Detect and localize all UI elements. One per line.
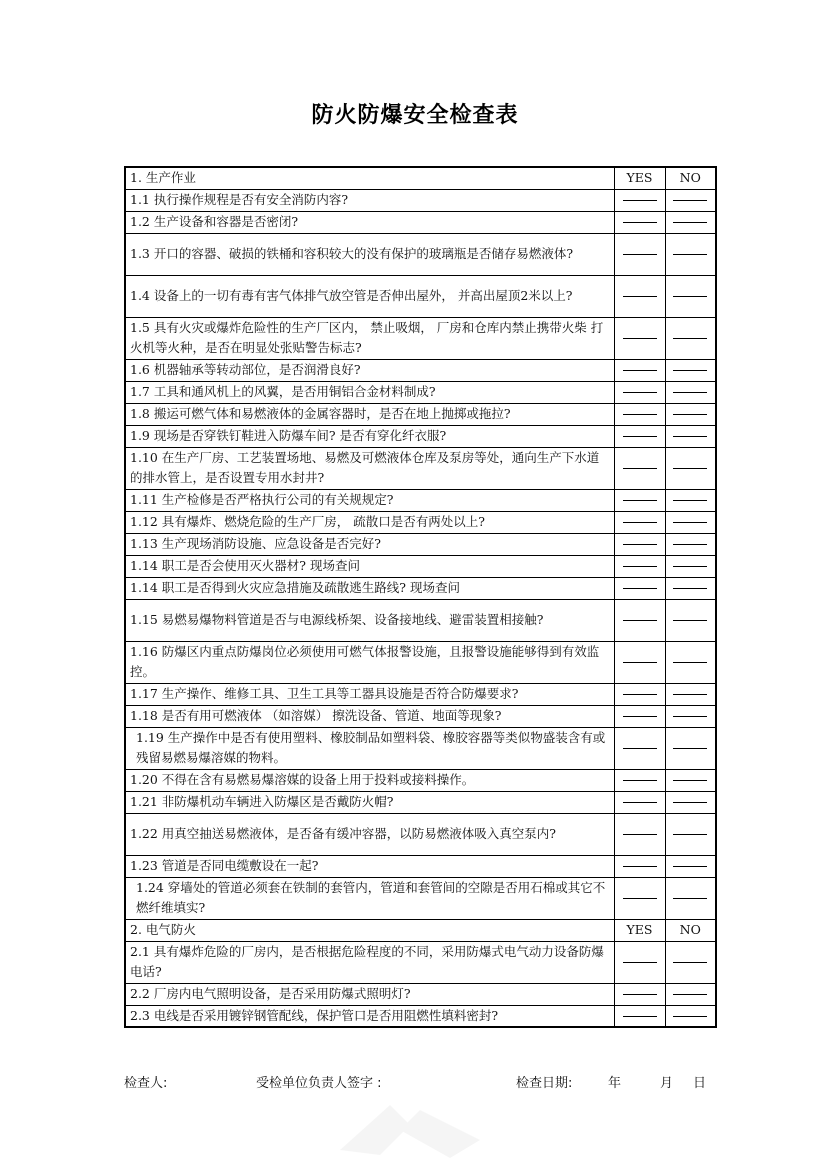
answer-underline (673, 897, 707, 899)
yes-answer-blank[interactable] (614, 705, 665, 727)
yes-answer-blank[interactable] (614, 489, 665, 511)
answer-underline (623, 833, 657, 835)
yes-answer-blank[interactable] (614, 683, 665, 705)
answer-underline (673, 779, 707, 781)
date-year: 年 (608, 1076, 622, 1091)
answer-underline (673, 369, 707, 371)
no-answer-blank[interactable] (665, 555, 716, 577)
yes-answer-blank[interactable] (614, 447, 665, 489)
checklist-item-row (125, 533, 716, 555)
yes-answer-blank[interactable] (614, 855, 665, 877)
yes-answer-blank[interactable] (614, 275, 665, 317)
answer-underline (673, 801, 707, 803)
checklist-item-row (125, 577, 716, 599)
section-title: 2. 电气防火 (125, 919, 614, 941)
section-title: 1. 生产作业 (125, 167, 614, 189)
no-answer-blank[interactable] (665, 941, 716, 983)
no-answer-blank[interactable] (665, 813, 716, 855)
no-answer-blank[interactable] (665, 275, 716, 317)
checklist-item-row (125, 683, 716, 705)
answer-underline (673, 747, 707, 749)
answer-underline (623, 521, 657, 523)
no-answer-blank[interactable] (665, 403, 716, 425)
checklist-question: 1.13 生产现场消防设施、应急设备是否完好? (125, 533, 614, 555)
no-answer-blank[interactable] (665, 705, 716, 727)
no-answer-blank[interactable] (665, 877, 716, 919)
checklist-question: 1.19 生产操作中是否有使用塑料、橡胶制品如塑料袋、橡胶容器等类似物盛装含有或残留易燃易爆溶媒的物料。 (125, 727, 614, 769)
checklist-question: 1.20 不得在含有易燃易爆溶媒的设备上用于投料或接料操作。 (125, 769, 614, 791)
answer-underline (673, 521, 707, 523)
checklist-question: 2.3 电线是否采用镀锌钢管配线，保护管口是否用阻燃性填料密封? (125, 1005, 614, 1027)
checklist-item-row (125, 275, 716, 317)
answer-underline (623, 619, 657, 621)
answer-underline (673, 565, 707, 567)
checklist-item-row (125, 317, 716, 359)
answer-underline (623, 467, 657, 469)
no-answer-blank[interactable] (665, 855, 716, 877)
answer-underline (623, 413, 657, 415)
answer-underline (623, 295, 657, 297)
no-answer-blank[interactable] (665, 233, 716, 275)
answer-underline (673, 391, 707, 393)
no-answer-blank[interactable] (665, 317, 716, 359)
date-label: 检查日期: (516, 1076, 573, 1091)
checklist-question: 1.21 非防爆机动车辆进入防爆区是否戴防火帽? (125, 791, 614, 813)
checklist-item-row (125, 877, 716, 919)
checklist-question: 1.16 防爆区内重点防爆岗位必须使用可燃气体报警设施，且报警设施能够得到有效监控。 (125, 641, 614, 683)
yes-answer-blank[interactable] (614, 1005, 665, 1027)
checklist-question: 1.2 生产设备和容器是否密闭? (125, 211, 614, 233)
checklist-question: 1.4 设备上的一切有毒有害气体排气放空管是否伸出屋外， 并高出屋顶2米以上? (125, 275, 614, 317)
yes-answer-blank[interactable] (614, 317, 665, 359)
yes-answer-blank[interactable] (614, 211, 665, 233)
answer-underline (623, 543, 657, 545)
checklist-question: 1.22 用真空抽送易燃液体，是否备有缓冲容器，以防易燃液体吸入真空泵内? (125, 813, 614, 855)
no-column-header: NO (665, 919, 716, 941)
answer-underline (623, 961, 657, 963)
checklist-item-row (125, 941, 716, 983)
answer-underline (673, 253, 707, 255)
no-answer-blank[interactable] (665, 533, 716, 555)
yes-answer-blank[interactable] (614, 641, 665, 683)
date-month: 月 (660, 1076, 674, 1091)
answer-underline (623, 391, 657, 393)
answer-underline (673, 435, 707, 437)
answer-underline (673, 413, 707, 415)
answer-underline (673, 543, 707, 545)
checklist-item-row (125, 403, 716, 425)
no-answer-blank[interactable] (665, 359, 716, 381)
checklist-item-row (125, 447, 716, 489)
checklist-item-row (125, 555, 716, 577)
answer-underline (673, 715, 707, 717)
answer-underline (623, 897, 657, 899)
answer-underline (623, 199, 657, 201)
yes-answer-blank[interactable] (614, 555, 665, 577)
yes-answer-blank[interactable] (614, 983, 665, 1005)
signer-label: 受检单位负责人签字 : (256, 1076, 382, 1091)
no-answer-blank[interactable] (665, 641, 716, 683)
answer-underline (673, 467, 707, 469)
no-answer-blank[interactable] (665, 791, 716, 813)
checklist-item-row (125, 599, 716, 641)
checklist-item-row (125, 791, 716, 813)
yes-answer-blank[interactable] (614, 403, 665, 425)
checklist-question: 1.24 穿墙处的管道必须套在铁制的套管内，管道和套管间的空隙是否用石棉或其它不燃纤维填实? (125, 877, 614, 919)
no-answer-blank[interactable] (665, 211, 716, 233)
answer-underline (623, 715, 657, 717)
answer-underline (623, 1015, 657, 1017)
answer-underline (673, 199, 707, 201)
checklist-item-row (125, 813, 716, 855)
no-answer-blank[interactable] (665, 189, 716, 211)
checklist-question: 1.12 具有爆炸、燃烧危险的生产厂房， 疏散口是否有两处以上? (125, 511, 614, 533)
checklist-item-row (125, 425, 716, 447)
answer-underline (673, 833, 707, 835)
checklist-item-row (125, 1005, 716, 1027)
checklist-question: 2.1 具有爆炸危险的厂房内，是否根据危险程度的不同，采用防爆式电气动力设备防爆电话? (125, 941, 614, 983)
checklist-item-row (125, 727, 716, 769)
no-answer-blank[interactable] (665, 447, 716, 489)
no-answer-blank[interactable] (665, 381, 716, 403)
yes-answer-blank[interactable] (614, 791, 665, 813)
checklist-item-row (125, 983, 716, 1005)
yes-answer-blank[interactable] (614, 511, 665, 533)
yes-answer-blank[interactable] (614, 941, 665, 983)
answer-underline (673, 587, 707, 589)
answer-underline (623, 587, 657, 589)
no-answer-blank[interactable] (665, 425, 716, 447)
answer-underline (623, 865, 657, 867)
checklist-item-row (125, 855, 716, 877)
no-answer-blank[interactable] (665, 727, 716, 769)
answer-underline (623, 435, 657, 437)
yes-answer-blank[interactable] (614, 533, 665, 555)
answer-underline (673, 1015, 707, 1017)
checklist-question: 1.5 具有火灾或爆炸危险性的生产厂区内， 禁止吸烟， 厂房和仓库内禁止携带火柴 打火机等火种，是否在明显处张贴警告标志? (125, 317, 614, 359)
checklist-item-row (125, 511, 716, 533)
checklist-item-row (125, 769, 716, 791)
yes-answer-blank[interactable] (614, 381, 665, 403)
answer-underline (623, 801, 657, 803)
checklist-table (124, 166, 717, 1028)
no-answer-blank[interactable] (665, 577, 716, 599)
no-answer-blank[interactable] (665, 1005, 716, 1027)
yes-answer-blank[interactable] (614, 425, 665, 447)
no-column-header: NO (665, 167, 716, 189)
answer-underline (623, 747, 657, 749)
checklist-question: 2.2 厂房内电气照明设备，是否采用防爆式照明灯? (125, 983, 614, 1005)
yes-answer-blank[interactable] (614, 233, 665, 275)
checklist-item-row (125, 705, 716, 727)
checklist-question: 1.17 生产操作、维修工具、卫生工具等工器具设施是否符合防爆要求? (125, 683, 614, 705)
answer-underline (623, 661, 657, 663)
no-answer-blank[interactable] (665, 983, 716, 1005)
answer-underline (673, 337, 707, 339)
section1-header-row (125, 167, 716, 189)
checklist-item-row (125, 381, 716, 403)
inspector-label: 检查人: (124, 1076, 168, 1091)
no-answer-blank[interactable] (665, 489, 716, 511)
checklist-item-row (125, 189, 716, 211)
yes-answer-blank[interactable] (614, 599, 665, 641)
yes-column-header: YES (614, 919, 665, 941)
checklist-item-row (125, 359, 716, 381)
checklist-item-row (125, 489, 716, 511)
answer-underline (623, 565, 657, 567)
watermark-icon (330, 1100, 490, 1160)
answer-underline (673, 221, 707, 223)
yes-answer-blank[interactable] (614, 813, 665, 855)
yes-answer-blank[interactable] (614, 877, 665, 919)
checklist-question: 1.15 易燃易爆物料管道是否与电源线桥架、设备接地线、避雷装置相接触? (125, 599, 614, 641)
checklist-question: 1.7 工具和通风机上的风翼，是否用铜铝合金材料制成? (125, 381, 614, 403)
checklist-item-row (125, 641, 716, 683)
checklist-question: 1.1 执行操作规程是否有安全消防内容? (125, 189, 614, 211)
answer-underline (673, 661, 707, 663)
answer-underline (623, 779, 657, 781)
yes-answer-blank[interactable] (614, 577, 665, 599)
answer-underline (623, 693, 657, 695)
no-answer-blank[interactable] (665, 599, 716, 641)
yes-answer-blank[interactable] (614, 189, 665, 211)
checklist-question: 1.11 生产检修是否严格执行公司的有关规规定? (125, 489, 614, 511)
checklist-item-row (125, 211, 716, 233)
answer-underline (673, 961, 707, 963)
answer-underline (623, 369, 657, 371)
checklist-question: 1.14 职工是否得到火灾应急措施及疏散逃生路线? 现场查问 (125, 577, 614, 599)
answer-underline (673, 295, 707, 297)
answer-underline (673, 993, 707, 995)
page-title: 防火防爆安全检查表 (311, 103, 519, 128)
answer-underline (623, 337, 657, 339)
answer-underline (623, 993, 657, 995)
answer-underline (623, 221, 657, 223)
answer-underline (623, 499, 657, 501)
no-answer-blank[interactable] (665, 511, 716, 533)
checklist-question: 1.23 管道是否同电缆敷设在一起? (125, 855, 614, 877)
checklist-question: 1.6 机器轴承等转动部位，是否润滑良好? (125, 359, 614, 381)
answer-underline (673, 865, 707, 867)
yes-answer-blank[interactable] (614, 769, 665, 791)
checklist-question: 1.3 开口的容器、破损的铁桶和容积较大的没有保护的玻璃瓶是否储存易燃液体? (125, 233, 614, 275)
checklist-question: 1.14 职工是否会使用灭火器材? 现场查问 (125, 555, 614, 577)
checklist-question: 1.10 在生产厂房、工艺装置场地、易燃及可燃液体仓库及泵房等处，通向生产下水道的排水管上，是否设置专用水封井? (125, 447, 614, 489)
no-answer-blank[interactable] (665, 683, 716, 705)
answer-underline (623, 253, 657, 255)
answer-underline (673, 499, 707, 501)
yes-answer-blank[interactable] (614, 727, 665, 769)
answer-underline (673, 693, 707, 695)
checklist-question: 1.8 搬运可燃气体和易燃液体的金属容器时，是否在地上抛掷或拖拉? (125, 403, 614, 425)
checklist-question: 1.9 现场是否穿铁钉鞋进入防爆车间? 是否有穿化纤衣服? (125, 425, 614, 447)
section2-header-row (125, 919, 716, 941)
date-day: 日 (693, 1076, 707, 1091)
checklist-item-row (125, 233, 716, 275)
answer-underline (673, 619, 707, 621)
no-answer-blank[interactable] (665, 769, 716, 791)
checklist-question: 1.18 是否有用可燃液体 （如溶媒） 擦洗设备、管道、地面等现象? (125, 705, 614, 727)
yes-column-header: YES (614, 167, 665, 189)
yes-answer-blank[interactable] (614, 359, 665, 381)
